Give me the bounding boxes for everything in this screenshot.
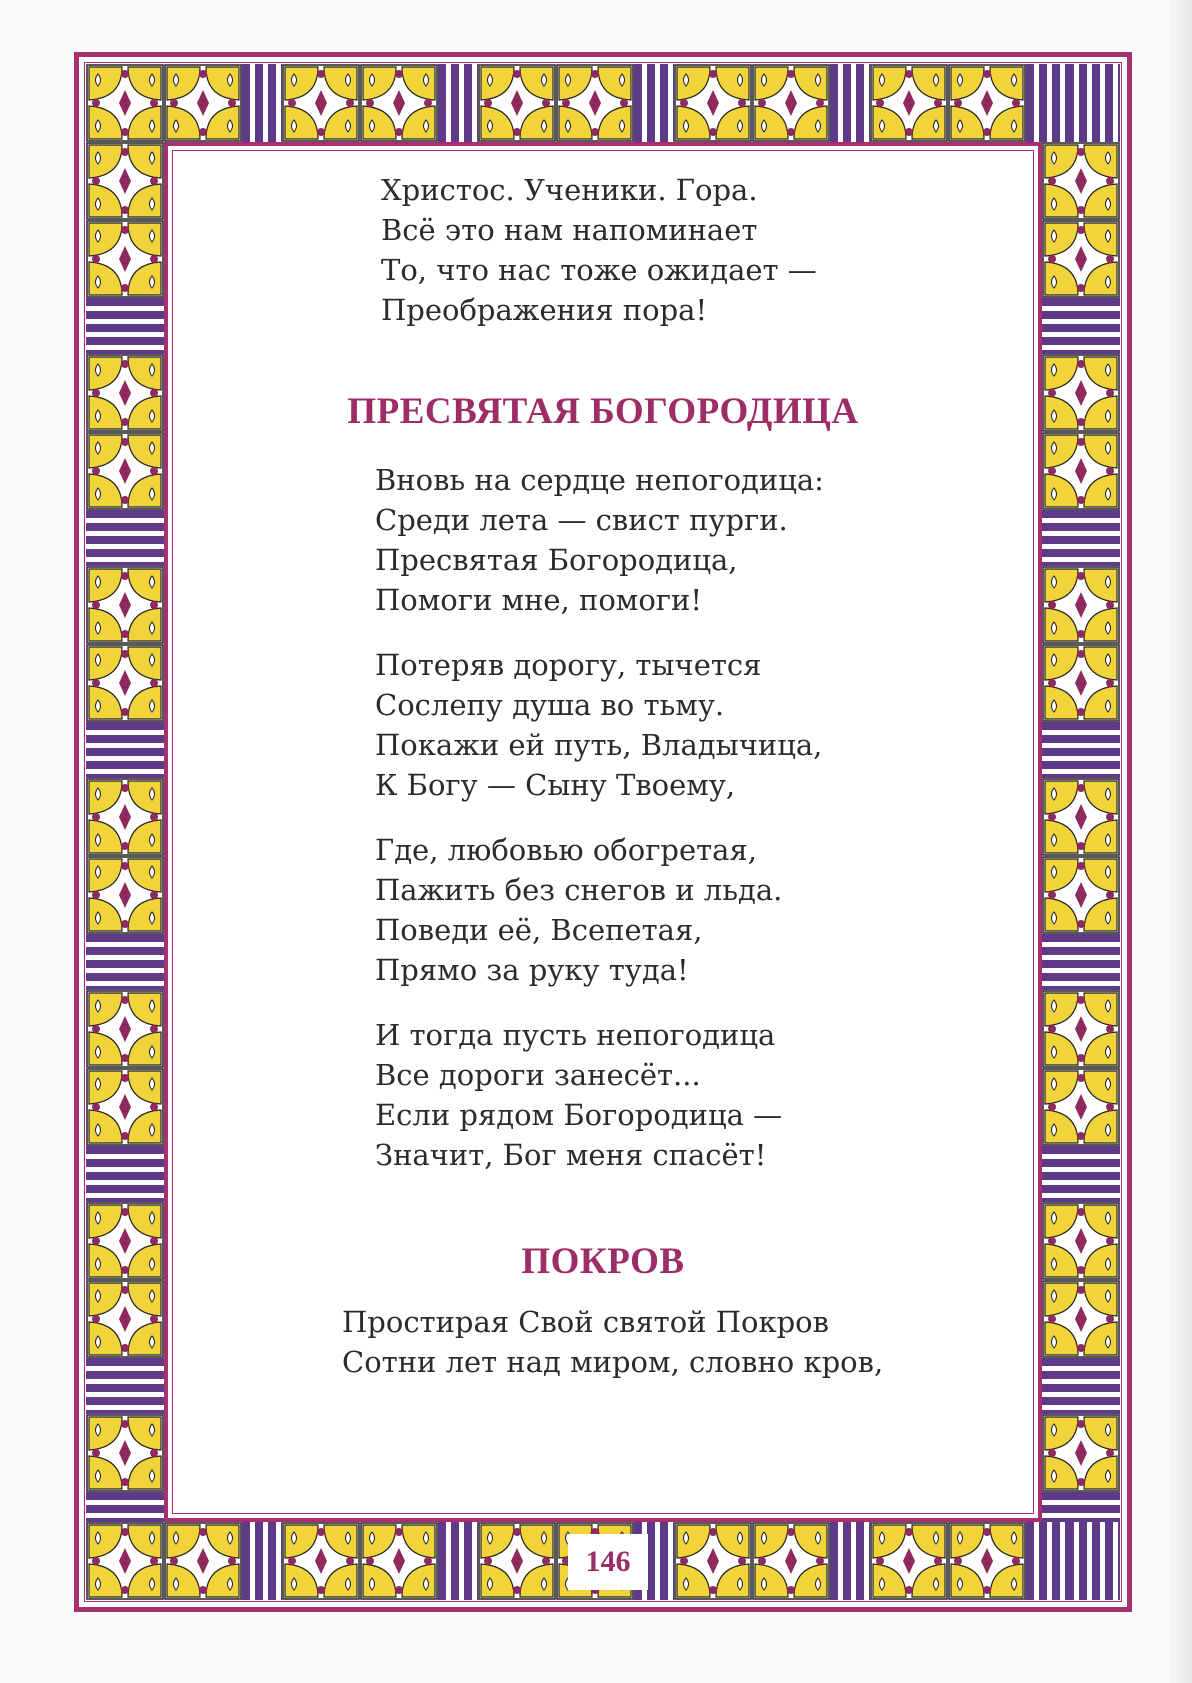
ornament-tile <box>86 1202 164 1280</box>
ornament-stripes <box>86 298 164 354</box>
verse-line: И тогда пусть непогодица <box>375 1018 776 1052</box>
ornament-tile <box>752 64 830 142</box>
ornament-tile <box>870 64 948 142</box>
ornament-stripes <box>1042 510 1120 566</box>
ornament-stripes <box>86 934 164 990</box>
ornament-tile <box>1042 220 1120 298</box>
verse-line: Пресвятая Богородица, <box>375 543 738 577</box>
ornament-stripes <box>1042 722 1120 778</box>
verse-line: Помоги мне, помоги! <box>375 583 702 617</box>
ornament-tile <box>674 64 752 142</box>
ornament-tile <box>1042 1414 1120 1492</box>
ornament-tile <box>86 220 164 298</box>
ornament-tile <box>674 1522 752 1600</box>
ornament-stripes <box>830 64 870 142</box>
ornament-stripes <box>86 510 164 566</box>
verse-line: Где, любовью обогретая, <box>375 833 757 867</box>
stanza-4 <box>375 1015 782 1175</box>
verse-line: Если рядом Богородица — <box>375 1098 783 1132</box>
page-edge-shadow <box>1170 0 1192 1683</box>
ornament-band-top <box>86 64 1120 142</box>
ornament-stripes <box>1042 1492 1120 1522</box>
ornament-stripes <box>1042 934 1120 990</box>
ornament-tile <box>282 64 360 142</box>
ornament-tile <box>1042 566 1120 644</box>
ornament-stripes <box>1026 64 1066 142</box>
verse-line: То, что нас тоже ожидает — <box>381 253 817 287</box>
ornament-tile <box>1042 778 1120 856</box>
ornament-tile <box>86 644 164 722</box>
ornament-stripes <box>242 1522 282 1600</box>
ornament-tile <box>478 64 556 142</box>
verse-line: Сотни лет над миром, словно кров, <box>342 1345 884 1379</box>
page-number: 146 <box>568 1534 648 1590</box>
section-title-pokrov: ПОКРОВ <box>521 1241 685 1282</box>
ornament-stripes <box>438 1522 478 1600</box>
ornament-stripes <box>830 1522 870 1600</box>
ornament-tile <box>1042 1068 1120 1146</box>
ornament-tile <box>870 1522 948 1600</box>
ornament-stripes <box>1066 64 1120 142</box>
ornament-tile <box>86 64 164 142</box>
ornament-tile <box>86 856 164 934</box>
ornament-stripes <box>86 1492 164 1522</box>
ornament-tile <box>86 142 164 220</box>
ornament-tile <box>1042 856 1120 934</box>
ornament-band-left <box>86 142 164 1522</box>
stanza-2 <box>375 645 822 805</box>
ornament-stripes <box>634 64 674 142</box>
ornament-tile <box>1042 990 1120 1068</box>
ornament-stripes <box>86 722 164 778</box>
ornament-tile <box>164 64 242 142</box>
ornament-tile <box>752 1522 830 1600</box>
ornament-stripes <box>1066 1522 1120 1600</box>
ornament-tile <box>360 1522 438 1600</box>
ornament-tile <box>1042 354 1120 432</box>
pokrov-stanza <box>342 1302 883 1382</box>
verse-line: Преображения пора! <box>381 293 708 327</box>
ornament-stripes <box>1042 298 1120 354</box>
ornament-tile <box>86 990 164 1068</box>
ornament-tile <box>1042 1280 1120 1358</box>
verse-line: Христос. Ученики. Гора. <box>381 173 758 207</box>
ornament-tile <box>1042 1202 1120 1280</box>
ornament-band-right <box>1042 142 1120 1522</box>
ornament-tile <box>478 1522 556 1600</box>
verse-line: Пажить без снегов и льда. <box>375 873 783 907</box>
ornament-tile <box>86 1068 164 1146</box>
poem-end-stanza <box>381 170 817 330</box>
verse-line: Сослепу душа во тьму. <box>375 688 725 722</box>
ornament-stripes <box>1042 1358 1120 1414</box>
verse-line: Простирая Свой святой Покров <box>342 1305 829 1339</box>
ornament-tile <box>86 778 164 856</box>
ornament-stripes <box>1042 1146 1120 1202</box>
ornament-tile <box>164 1522 242 1600</box>
verse-line: Всё это нам напоминает <box>381 213 758 247</box>
stanza-1 <box>375 460 824 620</box>
ornament-stripes <box>438 64 478 142</box>
verse-line: Значит, Бог меня спасёт! <box>375 1138 767 1172</box>
ornament-tile <box>86 354 164 432</box>
verse-line: Вновь на сердце непогодица: <box>375 463 824 497</box>
verse-line: Среди лета — свист пурги. <box>375 503 788 537</box>
ornament-tile <box>948 64 1026 142</box>
ornament-tile <box>86 432 164 510</box>
ornament-stripes <box>86 1358 164 1414</box>
ornament-tile <box>86 1522 164 1600</box>
verse-line: Поведи её, Всепетая, <box>375 913 703 947</box>
section-title-theotokos: ПРЕСВЯТАЯ БОГОРОДИЦА <box>347 391 859 432</box>
ornament-tile <box>1042 644 1120 722</box>
ornament-tile <box>948 1522 1026 1600</box>
ornament-tile <box>86 566 164 644</box>
verse-line: Потеряв дорогу, тычется <box>375 648 762 682</box>
ornament-tile <box>1042 432 1120 510</box>
ornament-stripes <box>86 1146 164 1202</box>
verse-line: К Богу — Сыну Твоему, <box>375 768 736 802</box>
verse-line: Все дороги занесёт... <box>375 1058 701 1092</box>
ornament-stripes <box>1026 1522 1066 1600</box>
ornament-tile <box>86 1280 164 1358</box>
ornament-tile <box>86 1414 164 1492</box>
ornament-tile <box>282 1522 360 1600</box>
ornament-tile <box>556 64 634 142</box>
ornament-tile <box>360 64 438 142</box>
ornament-stripes <box>242 64 282 142</box>
verse-line: Прямо за руку туда! <box>375 953 689 987</box>
ornament-tile <box>1042 142 1120 220</box>
stanza-3 <box>375 830 782 990</box>
verse-line: Покажи ей путь, Владычица, <box>375 728 823 762</box>
